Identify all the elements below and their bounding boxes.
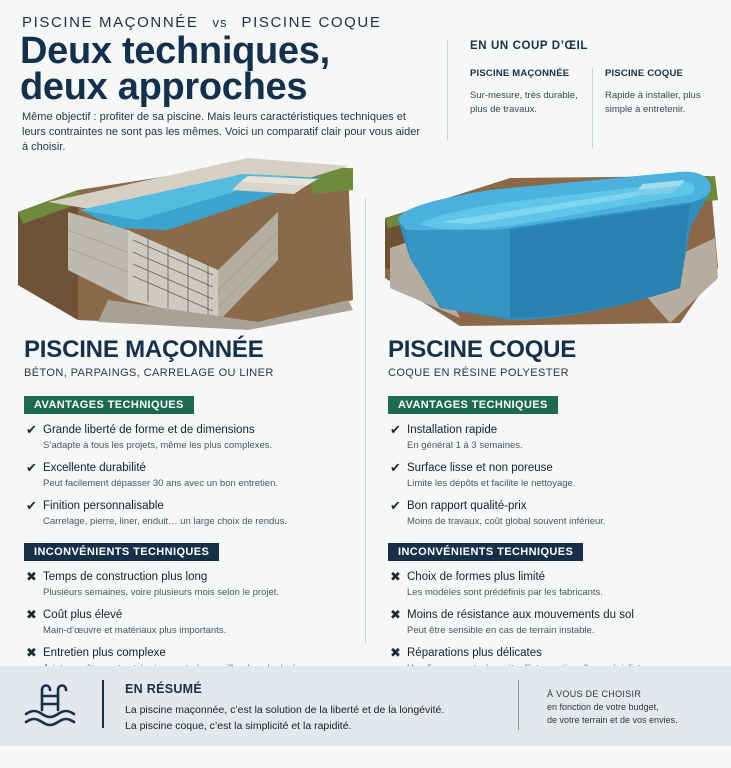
cross-icon: ✖: [390, 645, 401, 660]
masonry-subtitle: BÉTON, PARPAINGS, CARRELAGE OU LINER: [24, 367, 274, 379]
glance-masonry: [470, 68, 590, 117]
item-title: Finition personnalisable: [43, 500, 164, 512]
item-title: Choix de formes plus limité: [407, 571, 546, 583]
columns-divider: [365, 198, 366, 643]
cross-icon: ✖: [390, 569, 401, 584]
summary-line-2: La piscine coque, c’est la simplicité et la rapidité.: [125, 720, 352, 732]
summary-title: EN RÉSUMÉ: [125, 682, 203, 696]
check-icon: ✔: [26, 498, 37, 513]
item-title: Entretien plus complexe: [43, 647, 166, 659]
choice-line-2: de votre terrain et de vos envies.: [547, 715, 678, 725]
kicker-right: PISCINE COQUE: [241, 14, 382, 31]
choice-line-1: en fonction de votre budget,: [547, 702, 659, 712]
list-item: [388, 608, 718, 637]
title-line-2: deux approches: [20, 66, 308, 108]
item-desc: Plusieurs semaines, voire plusieurs mois selon le projet.: [43, 587, 280, 598]
item-desc: Carrelage, pierre, liner, enduit… un large choix de rendus.: [43, 516, 287, 527]
list-item: [388, 461, 718, 490]
choice-note: [547, 688, 678, 727]
choice-title: À VOUS DE CHOISIR: [547, 689, 642, 699]
list-item: [24, 461, 354, 490]
masonry-title: PISCINE MAÇONNÉE: [24, 336, 264, 363]
check-icon: ✔: [390, 460, 401, 475]
glance-shell-heading: PISCINE COQUE: [605, 68, 684, 79]
title-line-1: Deux techniques,: [20, 30, 330, 72]
shell-pros-list: [388, 423, 718, 528]
item-title: Moins de résistance aux mouvements du sol: [407, 609, 634, 621]
kicker-vs: vs: [212, 15, 228, 30]
masonry-cons-list: [24, 570, 354, 675]
list-item: [24, 570, 354, 599]
list-item: [388, 499, 718, 528]
masonry-pros-list: [24, 423, 354, 528]
header-kicker: [22, 14, 381, 31]
kicker-left: PISCINE MAÇONNÉE: [22, 14, 199, 31]
header-divider: [447, 40, 448, 140]
item-desc: Main-d’œuvre et matériaux plus importants.: [43, 625, 227, 636]
glance-title: EN UN COUP D’ŒIL: [470, 40, 589, 52]
item-desc: Limite les dépôts et facilite le nettoyage.: [407, 478, 576, 489]
shell-title: PISCINE COQUE: [388, 336, 577, 363]
item-desc: S’adapte à tous les projets, même les plus complexes.: [43, 440, 273, 451]
glance-shell: [605, 68, 720, 117]
item-title: Temps de construction plus long: [43, 571, 208, 583]
check-icon: ✔: [26, 422, 37, 437]
summary-footer: [0, 666, 731, 746]
masonry-column: [24, 336, 354, 675]
shell-cons-label: INCONVÉNIENTS TECHNIQUES: [388, 543, 583, 561]
glance-shell-text: Rapide à installer, plus simple à entretenir.: [605, 90, 701, 115]
pool-ladder-icon: [24, 680, 80, 730]
shell-subtitle: COQUE EN RÉSINE POLYESTER: [388, 367, 569, 379]
list-item: [24, 499, 354, 528]
item-title: Bon rapport qualité-prix: [407, 500, 527, 512]
item-title: Grande liberté de forme et de dimensions: [43, 424, 255, 436]
cross-icon: ✖: [26, 645, 37, 660]
item-title: Réparations plus délicates: [407, 647, 542, 659]
glance-masonry-heading: PISCINE MAÇONNÉE: [470, 68, 570, 79]
footer-divider: [102, 680, 104, 728]
item-title: Excellente durabilité: [43, 462, 146, 474]
list-item: [388, 423, 718, 452]
check-icon: ✔: [390, 422, 401, 437]
summary-line-1: La piscine maçonnée, c’est la solution de la liberté et de la longévité.: [125, 704, 445, 716]
shell-column: [388, 336, 718, 675]
item-title: Coût plus élevé: [43, 609, 123, 621]
list-item: [24, 608, 354, 637]
masonry-pros-label: AVANTAGES TECHNIQUES: [24, 396, 194, 414]
item-desc: Moins de travaux, coût global souvent inférieur.: [407, 516, 606, 527]
cross-icon: ✖: [26, 607, 37, 622]
shell-pros-label: AVANTAGES TECHNIQUES: [388, 396, 558, 414]
masonry-cons-label: INCONVÉNIENTS TECHNIQUES: [24, 543, 219, 561]
shell-pool-illustration: [380, 158, 720, 328]
check-icon: ✔: [390, 498, 401, 513]
list-item: [388, 570, 718, 599]
cross-icon: ✖: [390, 607, 401, 622]
item-title: Installation rapide: [407, 424, 498, 436]
item-desc: Peut être sensible en cas de terrain instable.: [407, 625, 595, 636]
item-desc: Peut facilement dépasser 30 ans avec un bon entretien.: [43, 478, 279, 489]
glance-masonry-text: Sur-mesure, très durable, plus de travaux.: [470, 90, 578, 115]
glance-divider: [592, 68, 593, 148]
footer-divider-right: [518, 680, 519, 730]
item-title: Surface lisse et non poreuse: [407, 462, 553, 474]
masonry-pool-illustration: [18, 150, 353, 330]
item-desc: En général 1 à 3 semaines.: [407, 440, 523, 451]
cross-icon: ✖: [26, 569, 37, 584]
item-desc: Les modèles sont prédéfinis par les fabricants.: [407, 587, 603, 598]
intro-text: Même objectif : profiter de sa piscine. Mais leurs caractéristiques techniques et leurs contraintes ne sont pas les mêmes. Voici un comparatif clair pour vous aider à choisir.: [22, 111, 421, 153]
shell-cons-list: [388, 570, 718, 675]
list-item: [24, 423, 354, 452]
page-title: [20, 30, 420, 108]
check-icon: ✔: [26, 460, 37, 475]
